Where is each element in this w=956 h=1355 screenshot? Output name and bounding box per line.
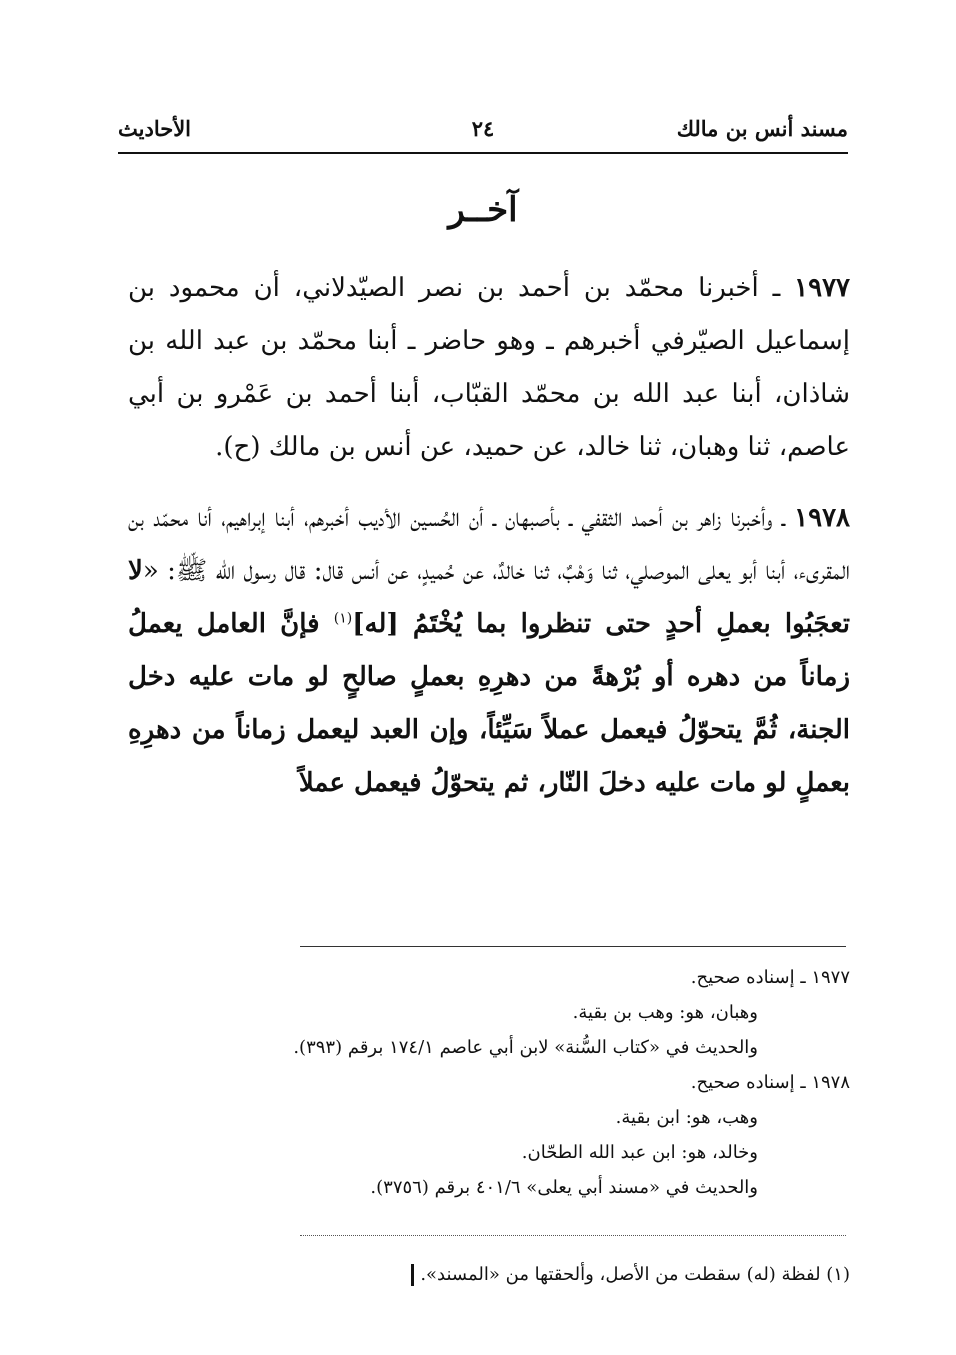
chapter-heading: آخــر xyxy=(448,190,518,230)
hadith-matn-continued: فإنَّ العامل يعملُ زماناً من دهره أو بُرْهةً من دهرِهِ بعملٍ صالحٍ لو مات عليه دخل الجنة، ثُمَّ يتحوّلُ فيعمل عملاً سَيِّئاً، وإن العبد ليعمل زماناً من دهرِهِ بعملٍ لو مات عليه دخلَ النّار، ثم يتحوّلُ فيعمل عملاً xyxy=(128,609,850,798)
hadith-isnad: ـ أخبرنا محمّد بن أحمد بن نصر الصيّدلاني، أن محمود بن إسماعيل الصيّرفي أخبرهم ـ وهو حاضر ـ أبنا محمّد بن عبد الله بن شاذان، أبنا عبد الله بن محمّد القبّاب، أبنا أحمد بن عَمْرو بن أبي عاصم، ثنا وهبان، ثنا خالد، عن حميد، عن أنس بن مالك (ح). xyxy=(128,273,850,462)
note-line: وهب، هو: ابن بقية. xyxy=(615,1107,758,1128)
hadith-matn: لا تعجَبُوا بعملِ أحدٍ حتى تنظروا بما يُخْتَمُ [له] xyxy=(128,556,850,639)
note-line: ١٩٧٨ ـ إسناده صحيح. xyxy=(690,1072,850,1093)
note-line: والحديث في «مسند أبي يعلى» ٤٠١/٦ برقم (٣٧٥٦). xyxy=(370,1177,758,1198)
note-line: وهبان، هو: وهب بن بقية. xyxy=(572,1002,758,1023)
footnote-divider xyxy=(300,1235,846,1236)
book-title: مسند أنس بن مالك xyxy=(676,116,848,141)
notes-section xyxy=(128,960,850,1205)
notes-divider xyxy=(300,946,846,947)
note-line: وخالد، هو: ابن عبد الله الطحّان. xyxy=(521,1142,758,1163)
running-header xyxy=(118,116,848,156)
hadith-number: ١٩٧٨ xyxy=(794,503,851,533)
note-line: ١٩٧٧ ـ إسناده صحيح. xyxy=(690,967,850,988)
footnote-text: (١) لفظة (له) سقطت من الأصل، وألحقتها من «المسند». xyxy=(420,1264,850,1285)
section-title: الأحاديث xyxy=(118,116,192,141)
hadith-1977 xyxy=(128,262,850,474)
hadith-number: ١٩٧٧ xyxy=(794,273,850,303)
header-divider xyxy=(118,152,848,154)
page-edge-mark xyxy=(411,1264,414,1286)
main-text xyxy=(128,262,850,828)
note-line: والحديث في «كتاب السُّنة» لابن أبي عاصم ١٧٤/١ برقم (٣٩٣). xyxy=(293,1037,758,1058)
page-number: ٢٤ xyxy=(471,116,495,141)
hadith-1978 xyxy=(128,492,850,810)
hadith-isnad: ـ وأخبرنا زاهر بن أحمد الثقفي ـ بأصبهان ـ أن الحُسين الأديب أخبرهم، أبنا إبراهيم، أنا محمّد بن المقرىء، أبنا أبو يعلى الموصلي، ثنا وَهْبٌ، ثنا خالدٌ، عن حُميدٍ، عن أنس قال: قال رسول الله ﷺ: « xyxy=(128,503,850,586)
footnote-reference[interactable]: (١) xyxy=(333,610,353,627)
footnote xyxy=(128,1260,850,1290)
